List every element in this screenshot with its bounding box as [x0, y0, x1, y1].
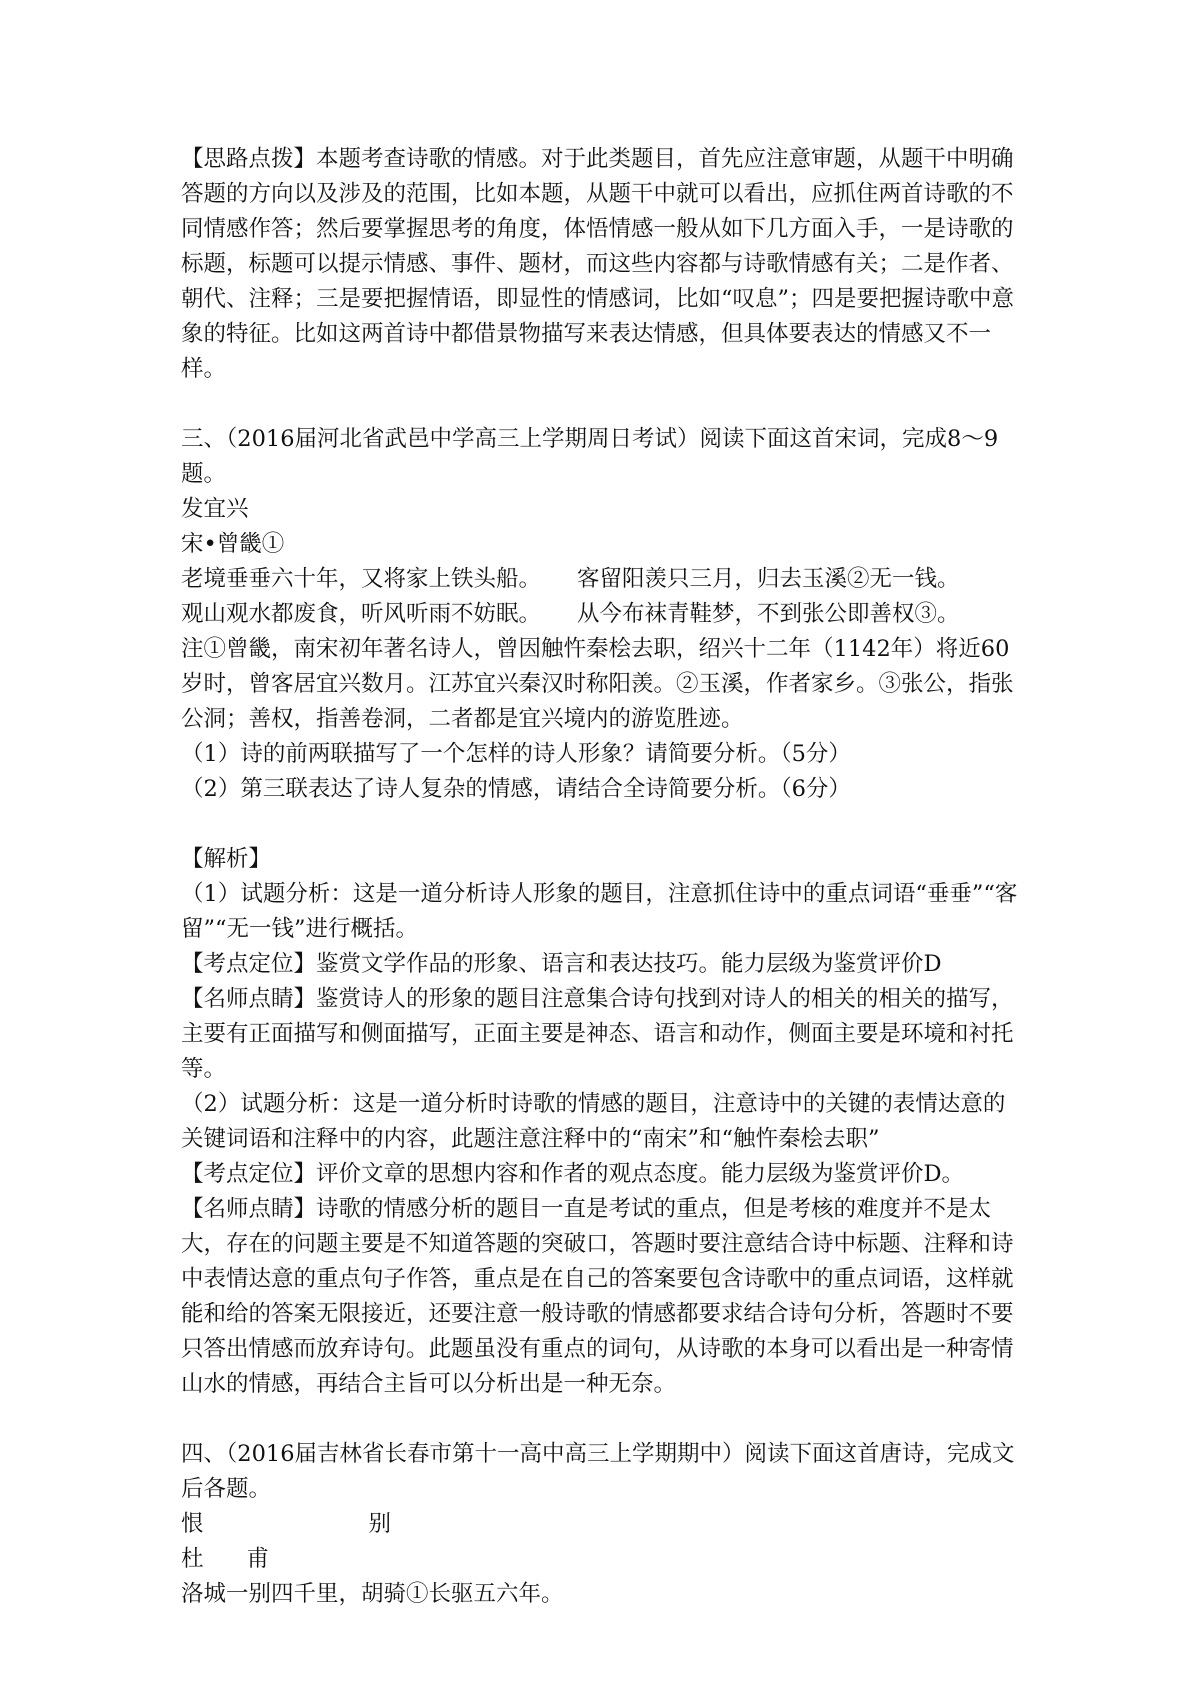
kaodian-2: 【考点定位】评价文章的思想内容和作者的观点态度。能力层级为鉴赏评价D。 — [181, 1161, 965, 1187]
poem-2-title-char-1: 恨 — [181, 1511, 204, 1537]
poem-2-line-1: 洛城一别四千里，胡骑①长驱五六年。 — [181, 1581, 564, 1607]
document-body — [181, 142, 1021, 1612]
kaodian-1: 【考点定位】鉴赏文学作品的形象、语言和表达技巧。能力层级为鉴赏评价D — [181, 951, 942, 977]
poem-line-2 — [181, 597, 1021, 632]
poem-line-1-second: 客留阳羡只三月，归去玉溪②无一钱。 — [577, 566, 960, 592]
question-4-heading: 四、（2016届吉林省长春市第十一高中高三上学期期中）阅读下面这首唐诗，完成文后各题。 — [181, 1441, 1015, 1502]
mingshi-2: 【名师点睛】诗歌的情感分析的题目一直是考试的重点，但是考核的难度并不是太大，存在的问题主要是不知道答题的突破口，答题时要注意结合诗中标题、注释和诗中表情达意的重点句子作答，重点是在自己的答案要包含诗歌中的重点词语，这样就能和给的答案无限接近，还要注意一般诗歌的情感都要求结合诗句分析，答题时不要只答出情感而放弃诗句。此题虽没有重点的词句，从诗歌的本身可以看出是一种寄情山水的情感，再结合主旨可以分析出是一种无奈。 — [181, 1196, 1014, 1397]
question-3-2: （2）第三联表达了诗人复杂的情感，请结合全诗简要分析。（6分） — [181, 776, 851, 802]
poem-2-title-char-2: 别 — [368, 1511, 391, 1537]
spacer — [181, 1402, 1021, 1437]
analysis-heading: 【解析】 — [181, 846, 272, 872]
poem-2-author — [181, 1542, 269, 1577]
poem-2-author-char-2: 甫 — [246, 1546, 269, 1572]
poem-2-title — [181, 1507, 391, 1542]
spacer — [181, 387, 1021, 422]
poem-note: 注①曾畿，南宋初年著名诗人，曾因触忤秦桧去职，绍兴十二年（1142年）将近60岁时，曾客居宜兴数月。江苏宜兴秦汉时称阳羡。②玉溪，作者家乡。③张公，指张公洞；善权，指善卷洞，二者都是宜兴境内的游览胜迹。 — [181, 636, 1014, 732]
poem-line-2-first: 观山观水都废食，听风听雨不妨眠。 — [181, 601, 542, 627]
mingshi-1: 【名师点睛】鉴赏诗人的形象的题目注意集合诗句找到对诗人的相关的相关的描写，主要有正面描写和侧面描写，正面主要是神态、语言和动作，侧面主要是环境和衬托等。 — [181, 986, 1014, 1082]
poem-author: 宋•曾畿① — [181, 531, 285, 557]
analysis-2: （2）试题分析：这是一道分析时诗歌的情感的题目，注意诗中的关键的表情达意的关键词语和注释中的内容，此题注意注释中的“南宋”和“触忤秦桧去职” — [181, 1091, 1006, 1152]
poem-line-1 — [181, 562, 1021, 597]
question-3-1: （1）诗的前两联描写了一个怎样的诗人形象？请简要分析。（5分） — [181, 741, 851, 767]
poem-line-2-second: 从今布袜青鞋梦，不到张公即善权③。 — [577, 601, 960, 627]
spacer — [181, 807, 1021, 842]
question-3-heading: 三、（2016届河北省武邑中学高三上学期周日考试）阅读下面这首宋词，完成8～9题。 — [181, 426, 999, 487]
poem-2-author-char-1: 杜 — [181, 1546, 204, 1572]
analysis-1: （1）试题分析：这是一道分析诗人形象的题目，注意抓住诗中的重点词语“垂垂”“客留”“无一钱”进行概括。 — [181, 881, 1018, 942]
poem-line-1-first: 老境垂垂六十年，又将家上铁头船。 — [181, 566, 542, 592]
hint-paragraph: 【思路点拨】本题考查诗歌的情感。对于此类题目，首先应注意审题，从题干中明确答题的方向以及涉及的范围，比如本题，从题干中就可以看出，应抓住两首诗歌的不同情感作答；然后要掌握思考的角度，体悟情感一般从如下几方面入手，一是诗歌的标题，标题可以提示情感、事件、题材，而这些内容都与诗歌情感有关；二是作者、朝代、注释；三是要把握情语，即显性的情感词，比如“叹息”；四是要把握诗歌中意象的特征。比如这两首诗中都借景物描写来表达情感，但具体要表达的情感又不一样。 — [181, 146, 1015, 382]
poem-title: 发宜兴 — [181, 496, 249, 522]
